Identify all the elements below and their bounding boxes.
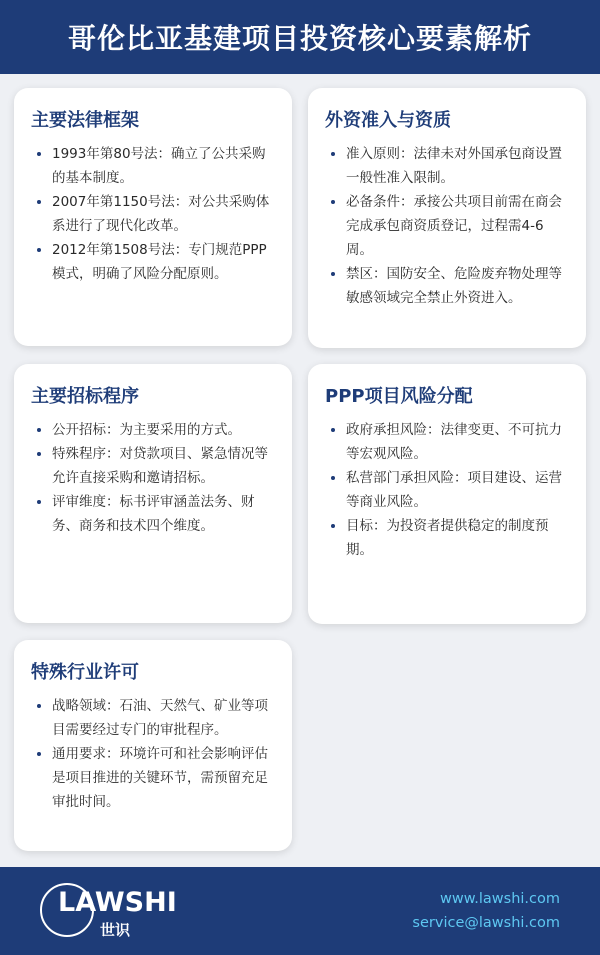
- card-legal-framework: [14, 88, 292, 346]
- card-list: [325, 142, 568, 310]
- list-item: • 2007年第1150号法：对公共采购体系进行了现代化改革。: [52, 190, 274, 238]
- card-foreign-access: [308, 88, 586, 348]
- card-title: 特殊行业许可: [31, 662, 139, 683]
- card-tender-procedure: [14, 364, 292, 623]
- page-footer: [0, 867, 600, 955]
- email-link[interactable]: service@lawshi.com: [412, 915, 560, 931]
- card-title: 外资准入与资质: [325, 110, 451, 131]
- list-item: • 私营部门承担风险：项目建设、运营等商业风险。: [346, 466, 568, 514]
- list-item: • 政府承担风险：法律变更、不可抗力等宏观风险。: [346, 418, 568, 466]
- list-item: • 必备条件：承接公共项目前需在商会完成承包商资质登记，过程需4-6周。: [346, 190, 568, 262]
- card-title: 主要招标程序: [31, 386, 139, 407]
- lawshi-logo: [40, 881, 177, 941]
- card-title: PPP项目风险分配: [325, 386, 473, 407]
- list-item: • 战略领域：石油、天然气、矿业等项目需要经过专门的审批程序。: [52, 694, 274, 742]
- card-list: [31, 142, 274, 286]
- list-item: • 通用要求：环境许可和社会影响评估是项目推进的关键环节，需预留充足审批时间。: [52, 742, 274, 814]
- card-title: 主要法律框架: [31, 110, 139, 131]
- list-item: • 评审维度：标书评审涵盖法务、财务、商务和技术四个维度。: [52, 490, 274, 538]
- card-list: [31, 418, 274, 538]
- list-item: • 2012年第1508号法：专门规范PPP模式，明确了风险分配原则。: [52, 238, 274, 286]
- page-header: [0, 0, 600, 74]
- list-item: • 公开招标：为主要采用的方式。: [52, 418, 274, 442]
- list-item: • 特殊程序：对贷款项目、紧急情况等允许直接采购和邀请招标。: [52, 442, 274, 490]
- contact-info: [412, 887, 560, 935]
- logo-wordmark: LAWSHI: [58, 887, 177, 918]
- page-title: 哥伦比亚基建项目投资核心要素解析: [67, 22, 532, 55]
- list-item: • 禁区：国防安全、危险废弃物处理等敏感领域完全禁止外资进入。: [346, 262, 568, 310]
- card-list: [31, 694, 274, 814]
- card-ppp-risk: [308, 364, 586, 624]
- list-item: • 1993年第80号法：确立了公共采购的基本制度。: [52, 142, 274, 190]
- card-special-license: [14, 640, 292, 851]
- logo-chinese-name: 世识: [100, 921, 131, 939]
- card-list: [325, 418, 568, 562]
- list-item: • 准入原则：法律未对外国承包商设置一般性准入限制。: [346, 142, 568, 190]
- website-link[interactable]: www.lawshi.com: [440, 891, 560, 907]
- list-item: • 目标：为投资者提供稳定的制度预期。: [346, 514, 568, 562]
